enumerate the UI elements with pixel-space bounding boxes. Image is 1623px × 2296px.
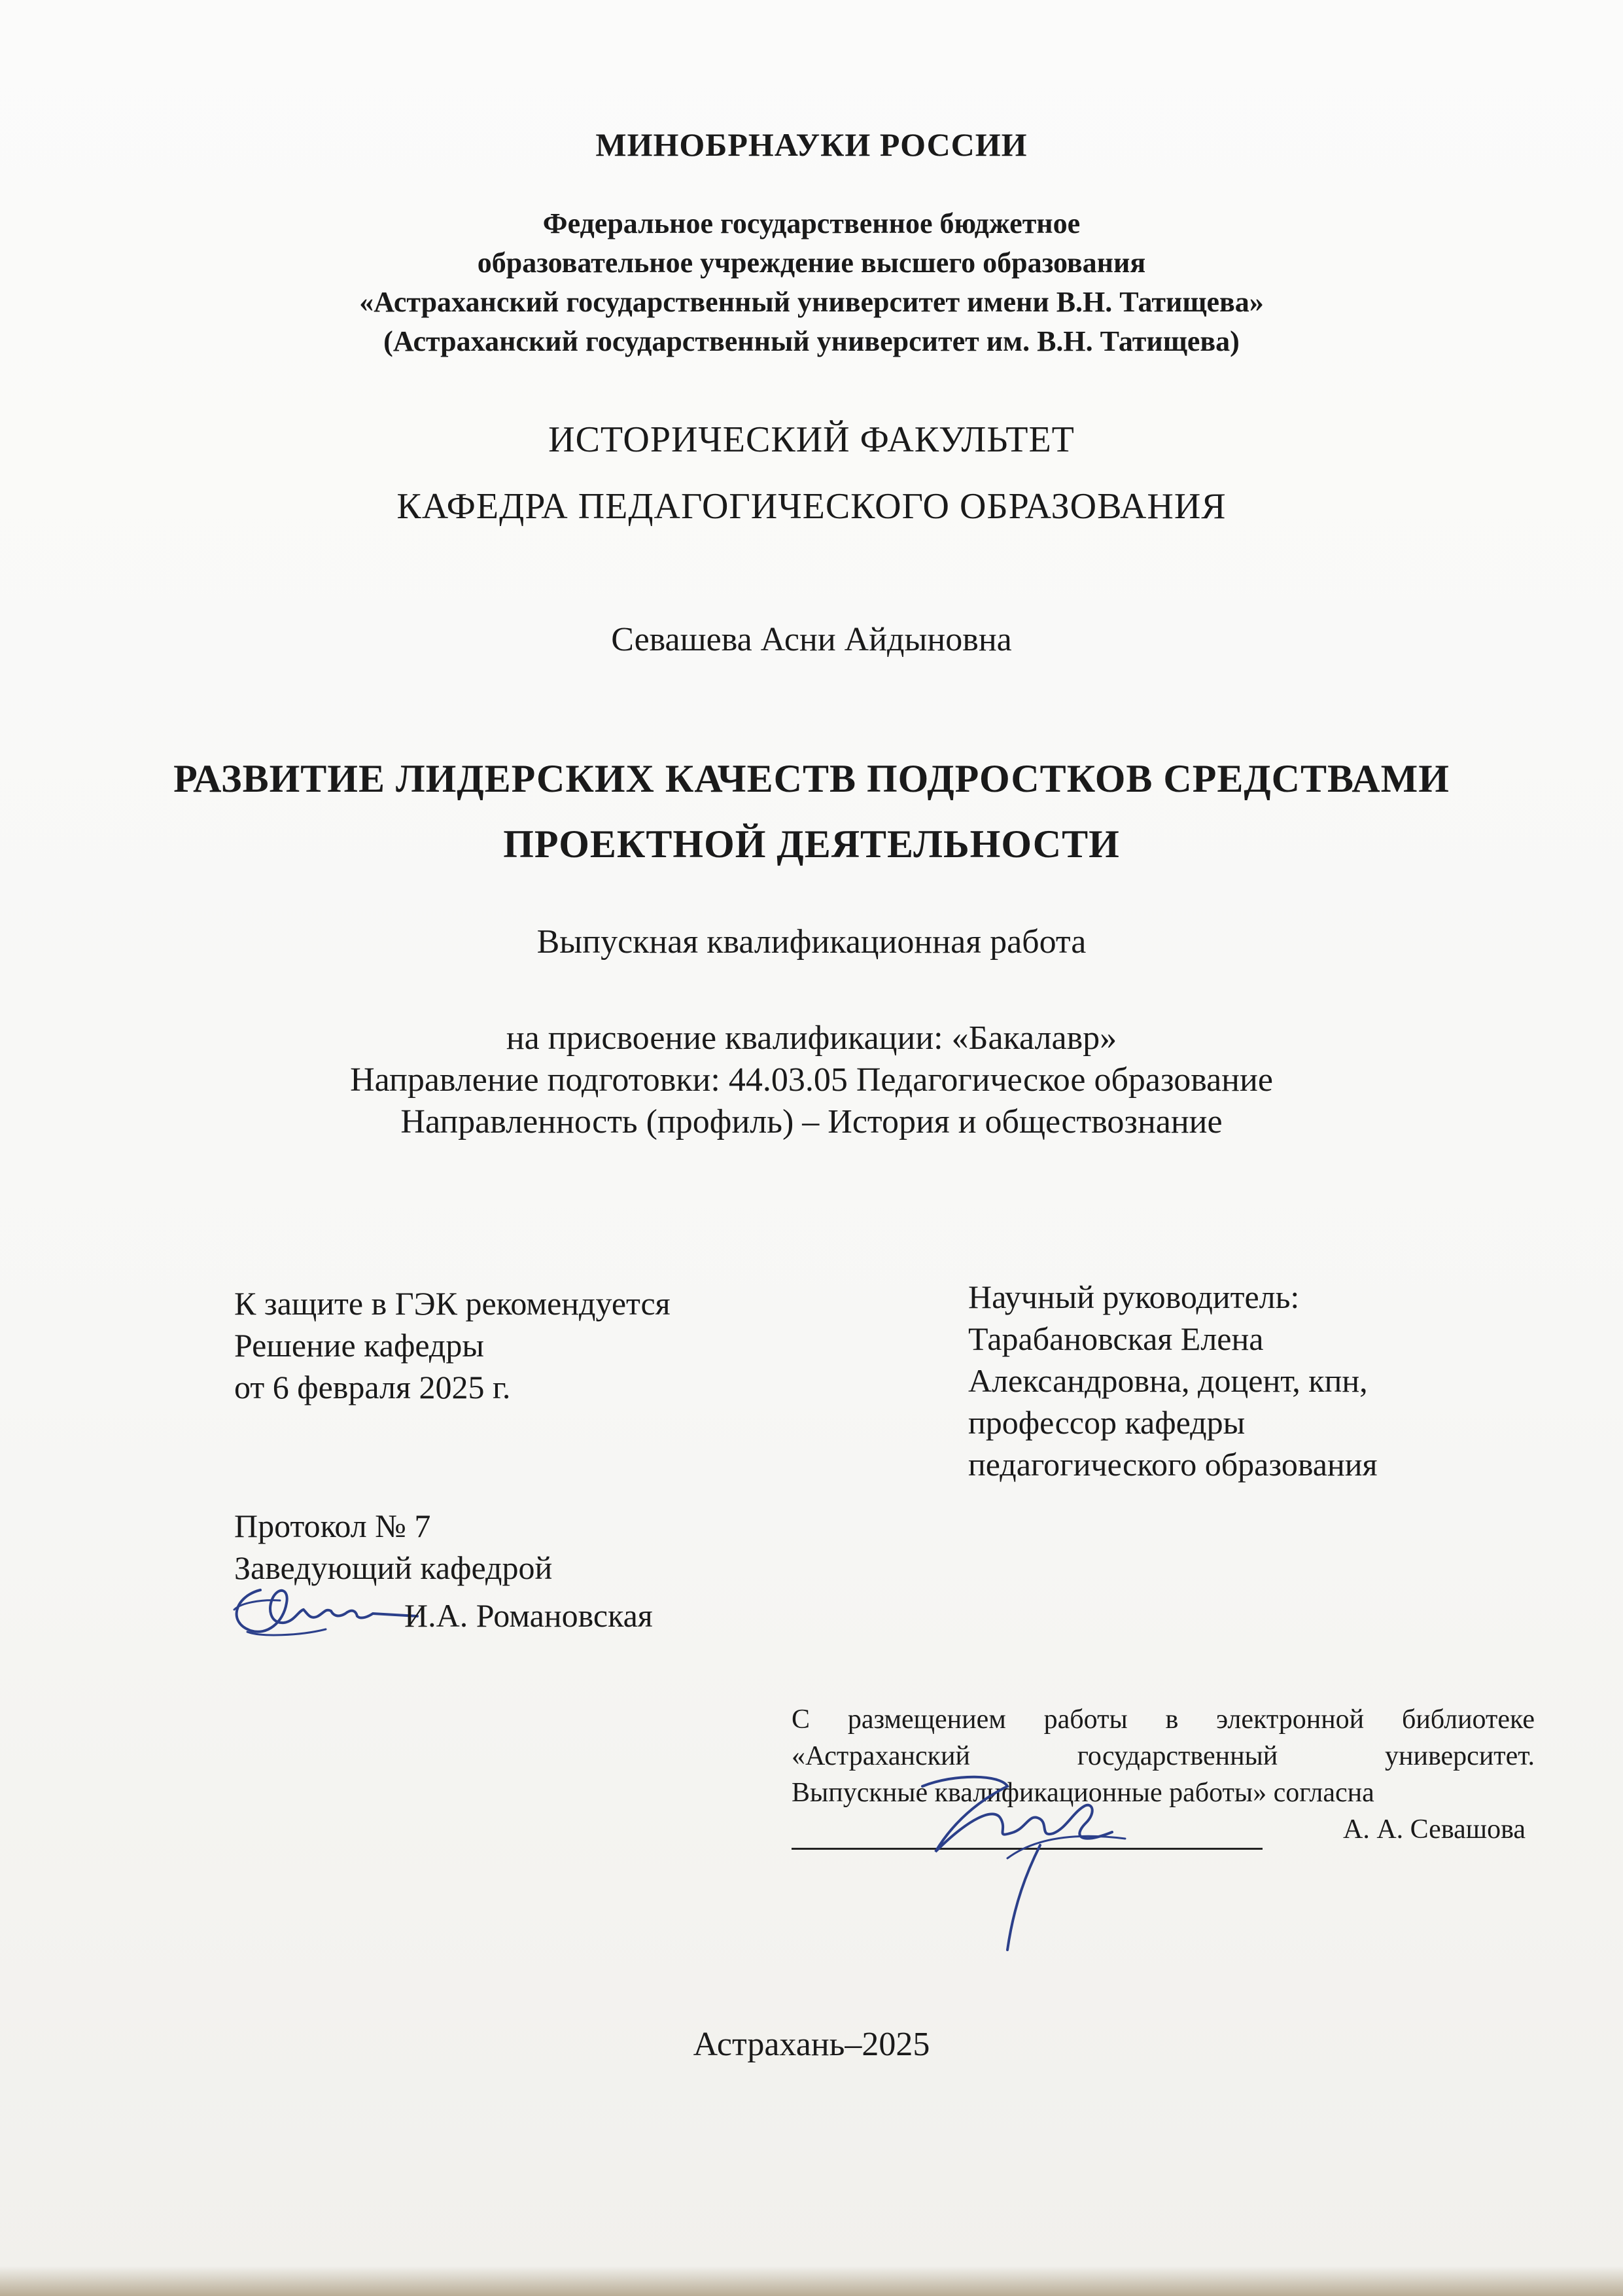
author-signature [877, 1760, 1151, 1969]
signer-name: А. А. Севашова [1342, 1814, 1526, 1845]
qualification-block [0, 1017, 1623, 1143]
head-signature-row [234, 1589, 653, 1642]
recommendation-block [234, 1282, 671, 1408]
protocol-number: Протокол № 7 [234, 1508, 431, 1544]
organization-block [0, 204, 1623, 361]
recommendation-line: Решение кафедры [234, 1327, 484, 1364]
head-of-department-label: Заведующий кафедрой [234, 1549, 553, 1586]
thesis-title-line: РАЗВИТИЕ ЛИДЕРСКИХ КАЧЕСТВ ПОДРОСТКОВ СРЕДСТВАМИ [173, 757, 1450, 800]
qualification-line: Направление подготовки: 44.03.05 Педагогическое образование [350, 1061, 1273, 1099]
head-of-department-name: И.А. Романовская [404, 1597, 653, 1634]
library-consent-line: «Астраханский государственный университет. [792, 1741, 1535, 1771]
supervisor-line: Научный руководитель: [968, 1279, 1300, 1315]
qualification-line: на присвоение квалификации: «Бакалавр» [506, 1019, 1117, 1057]
supervisor-block [968, 1276, 1378, 1485]
thesis-title-line: ПРОЕКТНОЙ ДЕЯТЕЛЬНОСТИ [503, 822, 1120, 866]
ministry-heading: МИНОБРНАУКИ РОССИИ [595, 126, 1028, 163]
supervisor-line: педагогического образования [968, 1446, 1378, 1483]
library-consent-line: Выпускные квалификационные работы» согласна [792, 1778, 1374, 1808]
faculty-name: ИСТОРИЧЕСКИЙ ФАКУЛЬТЕТ [548, 419, 1075, 460]
qualification-line: Направленность (профиль) – История и обществознание [400, 1103, 1223, 1140]
recommendation-line: К защите в ГЭК рекомендуется [234, 1285, 671, 1322]
thesis-title [0, 746, 1623, 877]
work-type: Выпускная квалификационная работа [536, 923, 1087, 961]
supervisor-line: Александровна, доцент, кпн, [968, 1362, 1368, 1399]
protocol-block [234, 1505, 653, 1642]
organization-line: (Астраханский государственный университет им. В.Н. Татищева) [383, 325, 1240, 357]
city-year: Астрахань–2025 [693, 2026, 930, 2063]
library-consent-line: С размещением работы в электронной библиотеке [792, 1704, 1535, 1735]
supervisor-line: Тарабановская Елена [968, 1320, 1264, 1357]
supervisor-line: профессор кафедры [968, 1404, 1246, 1441]
department-name: КАФЕДРА ПЕДАГОГИЧЕСКОГО ОБРАЗОВАНИЯ [396, 486, 1227, 527]
organization-line: Федеральное государственное бюджетное [542, 207, 1081, 239]
recommendation-line: от 6 февраля 2025 г. [234, 1369, 511, 1405]
author-name: Севашева Асни Айдыновна [611, 621, 1012, 658]
organization-line: образовательное учреждение высшего образования [477, 247, 1146, 279]
head-signature [221, 1577, 430, 1642]
organization-line: «Астраханский государственный университет имени В.Н. Татищева» [359, 286, 1264, 318]
